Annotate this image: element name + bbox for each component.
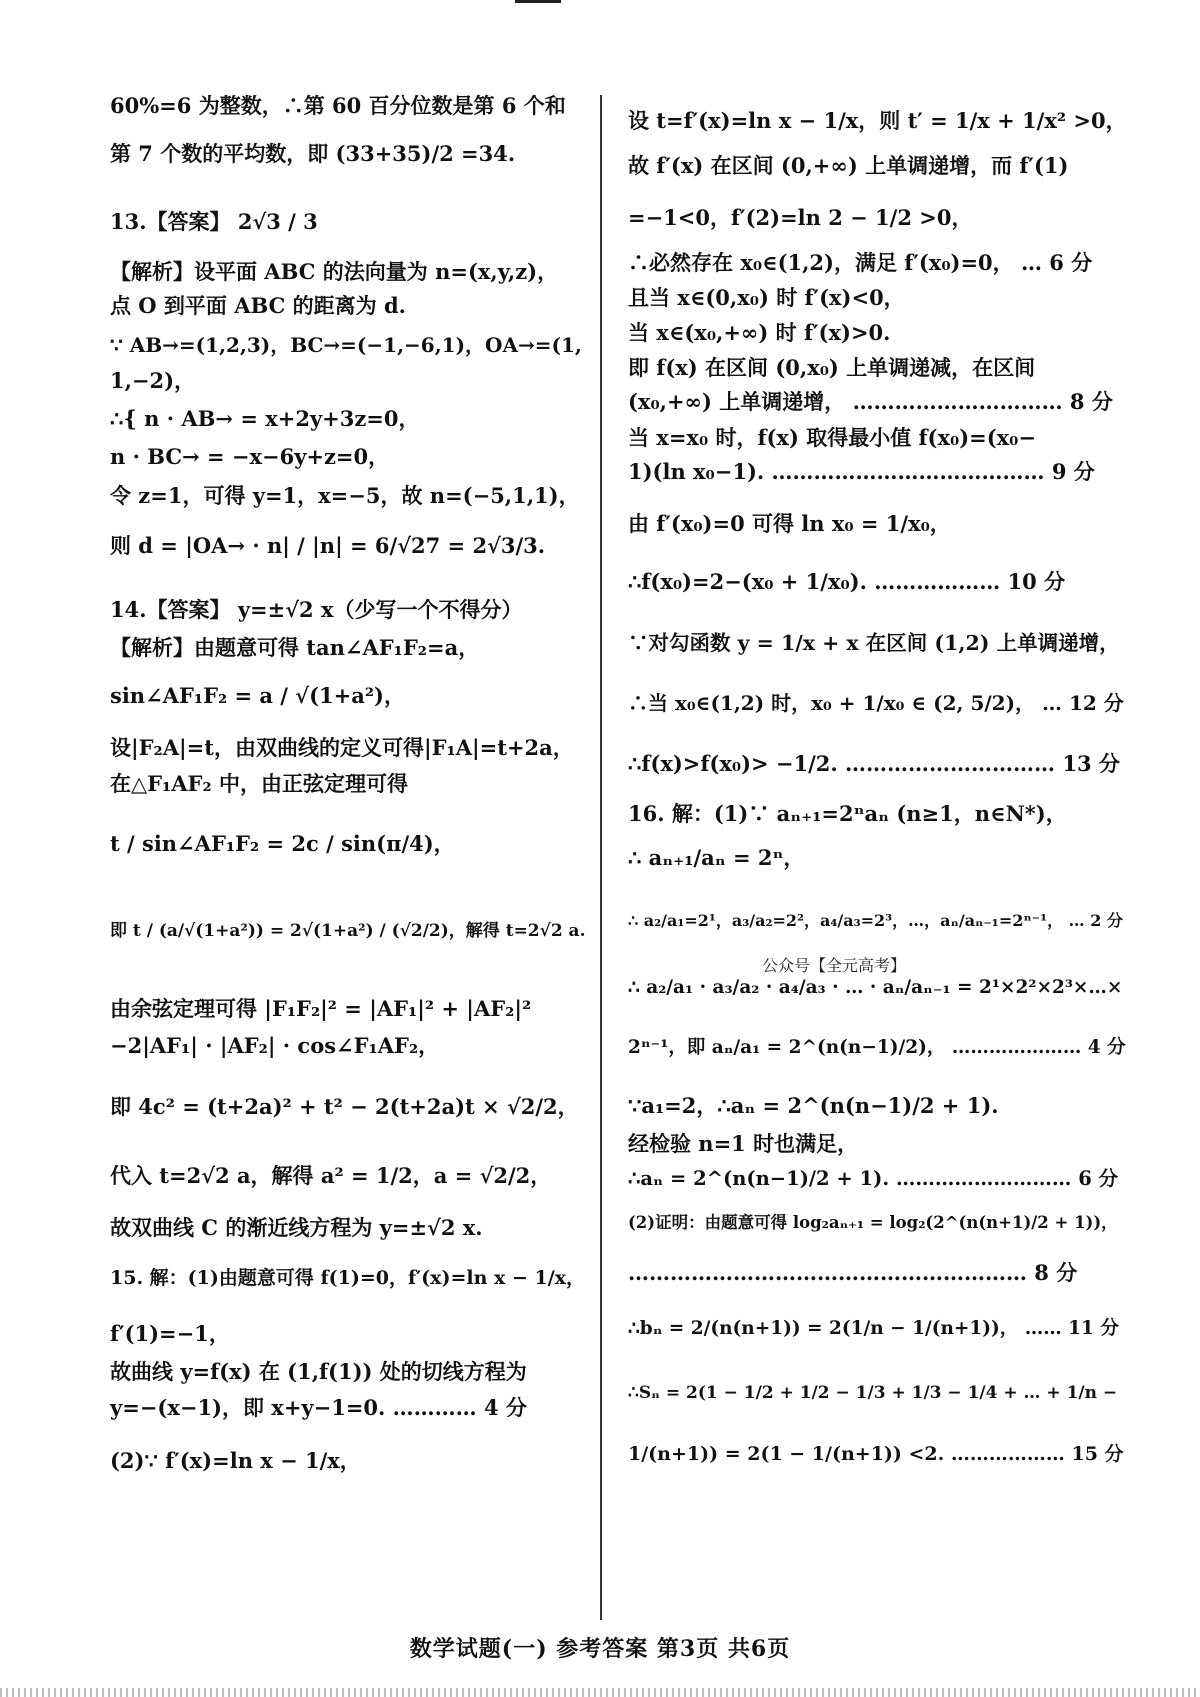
text-line: 1)(ln x₀−1). ………………………………… 9 分	[628, 459, 1095, 484]
watermark-stamp: 公众号【全元高考】	[762, 956, 907, 975]
answer-14: 14.【答案】 y=±√2 x（少写一个不得分）	[110, 597, 523, 622]
text-line: n · BC→ = −x−6y+z=0，	[110, 444, 390, 469]
text-line: 1,−2)，	[110, 368, 196, 393]
text-line: (2)证明：由题意可得 log₂aₙ₊₁ = log₂(2^(n(n+1)/2 + 1))，	[628, 1213, 1118, 1232]
text-line: 1/(n+1)) = 2(1 − 1/(n+1)) <2. ……………… 15 分	[628, 1443, 1124, 1465]
text-line: 即 f(x) 在区间 (0,x₀) 上单调递减，在区间	[628, 355, 1036, 380]
text-line: ∴ aₙ₊₁/aₙ = 2ⁿ，	[628, 845, 805, 870]
text-line: 【解析】由题意可得 tan∠AF₁F₂=a，	[110, 635, 480, 660]
question-15: 15. 解：(1)由题意可得 f(1)=0，f′(x)=ln x − 1/x，	[110, 1267, 586, 1289]
text-line: y=−(x−1)，即 x+y−1=0. ………… 4 分	[110, 1395, 527, 1420]
text-line: 经检验 n=1 时也满足，	[628, 1131, 859, 1156]
scan-edge-noise	[0, 1688, 1200, 1697]
text-line: 【解析】设平面 ABC 的法向量为 n=(x,y,z)，	[110, 259, 559, 284]
text-line: −2|AF₁| · |AF₂| · cos∠F₁AF₂，	[110, 1033, 440, 1058]
text-line: ∴当 x₀∈(1,2) 时，x₀ + 1/x₀ ∈ (2, 5/2)， … 12 分	[628, 691, 1124, 715]
text-line: ∴必然存在 x₀∈(1,2)，满足 f′(x₀)=0， … 6 分	[628, 250, 1093, 275]
text-line: t / sin∠AF₁F₂ = 2c / sin(π/4)，	[110, 831, 455, 856]
text-line: (2)∵ f′(x)=ln x − 1/x，	[110, 1448, 361, 1473]
text-line: ∴f(x₀)=2−(x₀ + 1/x₀). ……………… 10 分	[628, 569, 1066, 594]
text-line: 令 z=1，可得 y=1，x=−5，故 n=(−5,1,1)，	[110, 483, 580, 508]
text-line: (x₀,+∞) 上单调递增， ………………………… 8 分	[628, 389, 1113, 414]
text-line: ∵a₁=2，∴aₙ = 2^(n(n−1)/2 + 1).	[628, 1093, 999, 1118]
text-line: 在△F₁AF₂ 中，由正弦定理可得	[110, 771, 408, 796]
text-line: 2ⁿ⁻¹，即 aₙ/a₁ = 2^(n(n−1)/2)， ………………… 4 分	[628, 1037, 1126, 1058]
text-line: f′(1)=−1，	[110, 1321, 230, 1346]
text-line: 即 4c² = (t+2a)² + t² − 2(t+2a)t × √2/2，	[110, 1094, 579, 1119]
page-footer: 数学试题(一) 参考答案 第3页 共6页	[409, 1636, 791, 1662]
text-line: 则 d = |OA→ · n| / |n| = 6/√27 = 2√3/3.	[110, 533, 546, 558]
text-line: ∴f(x)>f(x₀)> −1/2. ………………………… 13 分	[628, 751, 1120, 776]
text-line: 当 x∈(x₀,+∞) 时 f′(x)>0.	[628, 320, 891, 345]
text-line: ∴Sₙ = 2(1 − 1/2 + 1/2 − 1/3 + 1/3 − 1/4 + … + 1/n −	[628, 1383, 1118, 1403]
text-line: 且当 x∈(0,x₀) 时 f′(x)<0，	[628, 285, 905, 310]
text-line: 由余弦定理可得 |F₁F₂|² = |AF₁|² + |AF₂|²	[110, 996, 532, 1021]
text-line: 代入 t=2√2 a，解得 a² = 1/2，a = √2/2，	[110, 1163, 552, 1188]
text-line: 故 f′(x) 在区间 (0,+∞) 上单调递增，而 f′(1)	[628, 153, 1069, 178]
column-divider	[600, 95, 602, 1620]
text-line: ………………………………………………… 8 分	[628, 1260, 1078, 1285]
text-line: 设 t=f′(x)=ln x − 1/x，则 t′ = 1/x + 1/x² >0，	[628, 108, 1127, 133]
text-line: 故曲线 y=f(x) 在 (1,f(1)) 处的切线方程为	[110, 1359, 527, 1384]
text-line: 60%=6 为整数，∴第 60 百分位数是第 6 个和	[110, 93, 566, 118]
text-line: ∴ a₂/a₁ · a₃/a₂ · a₄/a₃ · … · aₙ/aₙ₋₁ = 2¹×2²×2³×…×	[628, 977, 1123, 998]
text-line: 故双曲线 C 的渐近线方程为 y=±√2 x.	[110, 1215, 483, 1240]
text-line: 点 O 到平面 ABC 的距离为 d.	[110, 293, 406, 318]
text-line: ∵ AB→=(1,2,3)，BC→=(−1,−6,1)，OA→=(1,	[110, 333, 582, 357]
text-line: ∴aₙ = 2^(n(n−1)/2 + 1). ……………………… 6 分	[628, 1167, 1119, 1190]
top-scan-mark	[515, 0, 561, 3]
text-line: 即 t / (a/√(1+a²)) = 2√(1+a²) / (√2/2)，解得 t=2√2 a.	[110, 921, 586, 941]
text-line: sin∠AF₁F₂ = a / √(1+a²)，	[110, 683, 405, 708]
text-line: 第 7 个数的平均数，即 (33+35)/2 =34.	[110, 141, 516, 166]
text-line: ∴bₙ = 2/(n(n+1)) = 2(1/n − 1/(n+1))， …… 11 分	[628, 1318, 1119, 1339]
text-line: ∴ a₂/a₁=2¹，a₃/a₂=2²，a₄/a₃=2³，…，aₙ/aₙ₋₁=2ⁿ⁻¹， … 2 分	[628, 911, 1123, 930]
question-16: 16. 解：(1)∵ aₙ₊₁=2ⁿaₙ (n≥1，n∈N*)，	[628, 801, 1067, 826]
text-line: =−1<0，f′(2)=ln 2 − 1/2 >0，	[628, 205, 973, 230]
text-line: 当 x=x₀ 时，f(x) 取得最小值 f(x₀)=(x₀−	[628, 425, 1036, 450]
text-line: ∴{ n · AB→ = x+2y+3z=0，	[110, 406, 420, 431]
answer-13: 13.【答案】 2√3 / 3	[110, 209, 318, 234]
text-line: 设|F₂A|=t，由双曲线的定义可得|F₁A|=t+2a，	[110, 735, 574, 760]
text-line: ∵对勾函数 y = 1/x + x 在区间 (1,2) 上单调递增，	[628, 631, 1120, 655]
text-line: 由 f′(x₀)=0 可得 ln x₀ = 1/x₀，	[628, 511, 951, 536]
